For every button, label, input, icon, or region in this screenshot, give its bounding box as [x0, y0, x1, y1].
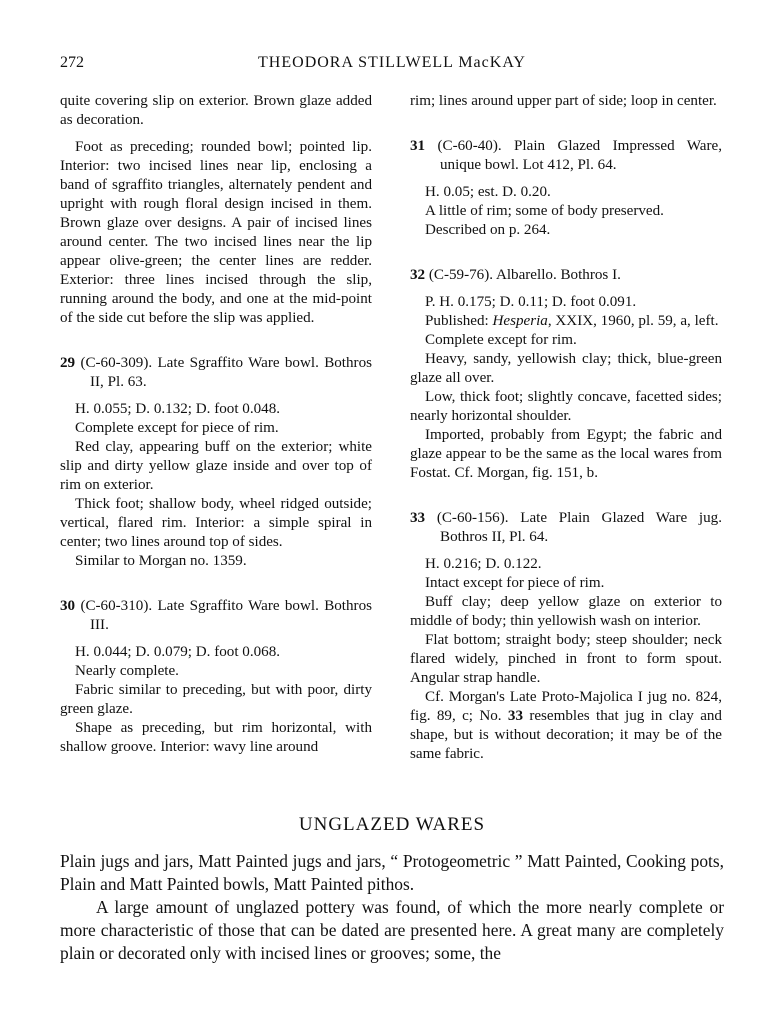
left-column [60, 92, 372, 757]
note-text-a: Cf. Morgan's Late Proto-Majolica I jug no. 824, fig. 89, c; No. [410, 689, 722, 724]
entry-heading-text: (C-60-156). Late Plain Glazed Ware jug. Bothros II, Pl. 64. [425, 510, 722, 545]
entry-note: Imported, probably from Egypt; the fabric and glaze appear to be the same as the local wares from Fostat. Cf. Morgan, fig. 151, b. [410, 427, 722, 481]
entry-shape: Thick foot; shallow body, wheel ridged outside; vertical, flared rim. Interior: a simple spiral in center; two lines around top of sides. [60, 496, 372, 550]
section-title: UNGLAZED WARES [298, 814, 486, 835]
entry-condition: Nearly complete. [75, 663, 179, 679]
note-entry-number: 33 [507, 708, 523, 724]
entry-number: 33 [410, 510, 426, 526]
entry-fabric: Red clay, appearing buff on the exterior; white slip and dirty yellow glaze inside and over top of rim on exterior. [60, 439, 372, 493]
entry-dimensions: H. 0.044; D. 0.079; D. foot 0.068. [75, 644, 281, 660]
entry-shape: Shape as preceding, but rim horizontal, with shallow groove. Interior: wavy line around [60, 720, 372, 755]
section-intro-paragraph: A large amount of unglazed pottery was found, of which the more nearly complete or more characteristic of those that can be dated are presented here. A great many are completely plain or decorated only with incised lines or grooves; some, the [60, 897, 724, 963]
catalog-entry-29-heading [60, 354, 372, 392]
publication-ref: , XXIX, 1960, pl. 59, a, left. [547, 313, 719, 329]
right-column [410, 92, 722, 764]
running-title: THEODORA STILLWELL MacKAY [258, 54, 526, 71]
entry-note: Described on p. 264. [425, 222, 551, 238]
entry-note [410, 688, 722, 764]
continued-paragraph: Foot as preceding; rounded bowl; pointed lip. Interior: two incised lines near lip, enclosing a band of sgraffito triangles, alternately pendent and upright with rough floral design incised in them. Brown glaze over designs. A pair of incised lines around center. The two incised lines near the lip appear olive-green; the center lines are redder. Exterior: three lines incised through the slip, running around the body, and one at the mid-point of the side cut before the slip was applied. [60, 139, 372, 326]
entry-condition: Complete except for piece of rim. [75, 420, 279, 436]
entry-number: 30 [60, 598, 76, 614]
catalog-entry-33-heading [410, 509, 722, 547]
journal-title: Hesperia [492, 313, 548, 329]
entry-heading-text: (C-60-309). Late Sgraffito Ware bowl. Bothros II, Pl. 63. [75, 355, 372, 390]
entry-dimensions: H. 0.055; D. 0.132; D. foot 0.048. [75, 401, 281, 417]
continued-description: quite covering slip on exterior. Brown glaze added as decoration. [60, 93, 372, 128]
entry-shape: Flat bottom; straight body; steep shoulder; neck flared widely, pinched in front to form spout. Angular strap handle. [410, 632, 722, 686]
catalog-entry-30-heading [60, 597, 372, 635]
entry-number: 32 [410, 267, 426, 283]
entry-dimensions: P. H. 0.175; D. 0.11; D. foot 0.091. [425, 294, 637, 310]
page-number: 272 [60, 54, 84, 71]
section-summary: Plain jugs and jars, Matt Painted jugs and jars, “ Protogeometric ” Matt Painted, Cooking pots, Plain and Matt Painted bowls, Matt Painted pithos. [60, 851, 724, 894]
entry-dimensions: H. 0.216; D. 0.122. [425, 556, 542, 572]
entry-fabric: Heavy, sandy, yellowish clay; thick, blue-green glaze all over. [410, 351, 722, 386]
entry-heading-text: (C-59-76). Albarello. Bothros I. [425, 267, 621, 283]
entry-heading-text: (C-60-310). Late Sgraffito Ware bowl. Bothros III. [75, 598, 372, 633]
catalog-entry-32-heading [410, 266, 722, 285]
publication-label: Published: [425, 313, 493, 329]
entry-fabric: Fabric similar to preceding, but with poor, dirty green glaze. [60, 682, 372, 717]
note-text-b: resembles that jug in clay and shape, but is without decoration; it may be of the same fabric. [410, 708, 722, 762]
entry-note: Similar to Morgan no. 1359. [75, 553, 247, 569]
entry-publication [410, 312, 722, 331]
continued-text: rim; lines around upper part of side; loop in center. [410, 93, 717, 109]
entry-number: 29 [60, 355, 76, 371]
entry-dimensions: H. 0.05; est. D. 0.20. [425, 184, 551, 200]
entry-shape: Low, thick foot; slightly concave, facetted sides; nearly horizontal shoulder. [410, 389, 722, 424]
entry-condition: Complete except for rim. [425, 332, 577, 348]
entry-condition: A little of rim; some of body preserved. [425, 203, 664, 219]
entry-fabric: Buff clay; deep yellow glaze on exterior to middle of body; thin yellowish wash on interior. [410, 594, 722, 629]
entry-condition: Intact except for piece of rim. [425, 575, 605, 591]
entry-heading-text: (C-60-40). Plain Glazed Impressed Ware, unique bowl. Lot 412, Pl. 64. [425, 138, 722, 173]
entry-number: 31 [410, 138, 426, 154]
catalog-entry-31-heading [410, 137, 722, 175]
section-body [60, 850, 724, 965]
